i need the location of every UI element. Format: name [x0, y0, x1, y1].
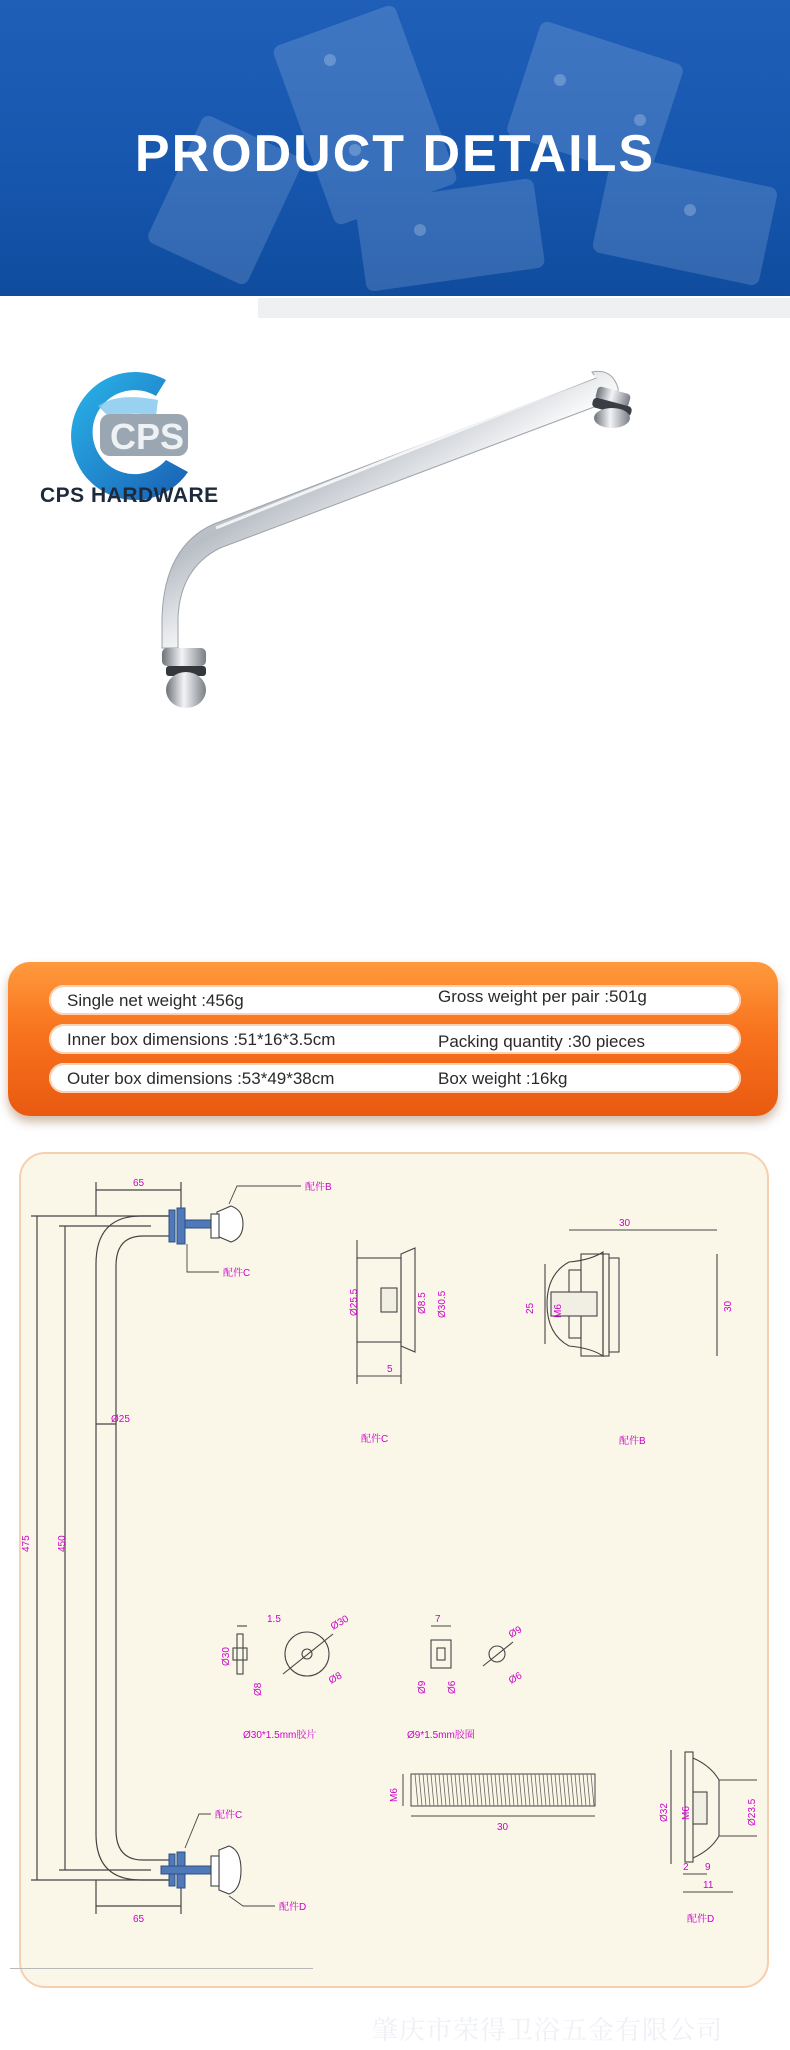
- caption-part-d: 配件D: [687, 1914, 715, 1925]
- banner-title: PRODUCT DETAILS: [134, 125, 656, 183]
- dim-d25: Ø25: [111, 1414, 130, 1425]
- thread-line: [487, 1774, 490, 1806]
- thread-line: [543, 1774, 546, 1806]
- thread-line: [579, 1774, 582, 1806]
- label-part-c-2: 配件C: [215, 1810, 243, 1821]
- spec-box-weight: Box weight :16kg: [438, 1069, 568, 1088]
- thread-line: [583, 1774, 586, 1806]
- dim-w-30b: Ø30: [329, 1613, 351, 1633]
- technical-drawing: [19, 1152, 769, 1988]
- logo-letters: CPS: [110, 416, 185, 457]
- thread-line: [423, 1774, 426, 1806]
- thread-line: [435, 1774, 438, 1806]
- thread-line: [555, 1774, 558, 1806]
- thread-line: [479, 1774, 482, 1806]
- thread-line: [443, 1774, 446, 1806]
- thread-line: [419, 1774, 422, 1806]
- dim-475: 475: [21, 1535, 32, 1552]
- company-watermark: 肇庆市荣得卫浴五金有限公司: [372, 2016, 724, 2046]
- thread-line: [539, 1774, 542, 1806]
- dim-b-m6: M6: [553, 1304, 564, 1318]
- label-seal: Ø9*1.5mm胶圈: [407, 1730, 475, 1741]
- spec-gross-weight: Gross weight per pair :501g: [438, 987, 647, 1006]
- dim-s-9: Ø9: [417, 1680, 428, 1694]
- thread-line: [427, 1774, 430, 1806]
- dim-s-9b: Ø9: [507, 1624, 525, 1641]
- thread-line: [567, 1774, 570, 1806]
- spec-row: [49, 1024, 741, 1054]
- label-part-b: 配件B: [305, 1182, 332, 1193]
- thread-line: [575, 1774, 578, 1806]
- thread-line: [535, 1774, 538, 1806]
- dim-65-top: 65: [133, 1178, 145, 1189]
- dim-c-d305: Ø30.5: [437, 1290, 448, 1318]
- thread-line: [503, 1774, 506, 1806]
- dim-b-25: 25: [525, 1302, 536, 1314]
- dim-c-5: 5: [387, 1364, 393, 1375]
- thread-line: [559, 1774, 562, 1806]
- footer-rule: [10, 1968, 313, 1969]
- dim-w-30: Ø30: [221, 1647, 232, 1666]
- dim-d-11: 11: [703, 1880, 714, 1891]
- product-photo: [0, 318, 790, 958]
- thread-line: [551, 1774, 554, 1806]
- thread-line: [547, 1774, 550, 1806]
- specs-panel: [8, 962, 778, 1116]
- thread-line: [523, 1774, 526, 1806]
- spec-inner-box: Inner box dimensions :51*16*3.5cm: [67, 1030, 336, 1049]
- spec-net-weight: Single net weight :456g: [67, 991, 244, 1010]
- brand-name: CPS HARDWARE: [40, 484, 219, 507]
- thread-line: [475, 1774, 478, 1806]
- thread-line: [495, 1774, 498, 1806]
- drawing-canvas: [21, 1154, 771, 1990]
- bolt-threads: [415, 1774, 594, 1806]
- banner-divider-shade: [258, 298, 790, 318]
- thread-line: [451, 1774, 454, 1806]
- thread-line: [563, 1774, 566, 1806]
- spec-packing-qty: Packing quantity :30 pieces: [438, 1032, 645, 1051]
- dim-d-9: 9: [705, 1862, 711, 1873]
- dim-bolt-m6: M6: [389, 1788, 400, 1802]
- thread-line: [587, 1774, 590, 1806]
- dim-d-2: 2: [683, 1862, 689, 1873]
- dim-w-15: 1.5: [267, 1614, 281, 1625]
- caption-part-c: 配件C: [361, 1434, 389, 1445]
- thread-line: [591, 1774, 594, 1806]
- spec-outer-box: Outer box dimensions :53*49*38cm: [67, 1069, 335, 1088]
- dim-s-7: 7: [435, 1614, 441, 1625]
- thread-line: [447, 1774, 450, 1806]
- label-washer: Ø30*1.5mm胶片: [243, 1730, 317, 1741]
- thread-line: [459, 1774, 462, 1806]
- handle-image: [0, 318, 790, 958]
- dim-c-d255: Ø25.5: [349, 1288, 360, 1316]
- thread-line: [507, 1774, 510, 1806]
- spec-row: [49, 985, 741, 1015]
- dim-450: 450: [57, 1535, 68, 1552]
- thread-line: [511, 1774, 514, 1806]
- thread-line: [491, 1774, 494, 1806]
- spec-row: [49, 1063, 741, 1093]
- caption-part-b: 配件B: [619, 1436, 646, 1447]
- label-part-c: 配件C: [223, 1268, 251, 1279]
- dim-b-30: 30: [619, 1218, 631, 1229]
- thread-line: [483, 1774, 486, 1806]
- thread-line: [431, 1774, 434, 1806]
- thread-line: [571, 1774, 574, 1806]
- dim-c-d85: Ø8.5: [417, 1292, 428, 1314]
- dim-65-bottom: 65: [133, 1914, 145, 1925]
- thread-line: [455, 1774, 458, 1806]
- dim-bolt-30: 30: [497, 1822, 509, 1833]
- thread-line: [471, 1774, 474, 1806]
- dim-d-m6: M6: [681, 1806, 692, 1820]
- thread-line: [499, 1774, 502, 1806]
- hero-banner: [0, 0, 790, 296]
- dim-b-30r: 30: [723, 1300, 734, 1312]
- thread-line: [439, 1774, 442, 1806]
- dim-d-32: Ø32: [659, 1803, 670, 1822]
- label-part-d: 配件D: [279, 1902, 307, 1913]
- thread-line: [527, 1774, 530, 1806]
- dim-w-8b: Ø8: [327, 1670, 345, 1687]
- dim-s-6b: Ø6: [507, 1670, 525, 1687]
- dim-s-6: Ø6: [447, 1680, 458, 1694]
- thread-line: [463, 1774, 466, 1806]
- thread-line: [515, 1774, 518, 1806]
- dim-w-8: Ø8: [253, 1682, 264, 1696]
- dim-d-235: Ø23.5: [747, 1798, 758, 1826]
- thread-line: [519, 1774, 522, 1806]
- thread-line: [531, 1774, 534, 1806]
- thread-line: [467, 1774, 470, 1806]
- thread-line: [415, 1774, 418, 1806]
